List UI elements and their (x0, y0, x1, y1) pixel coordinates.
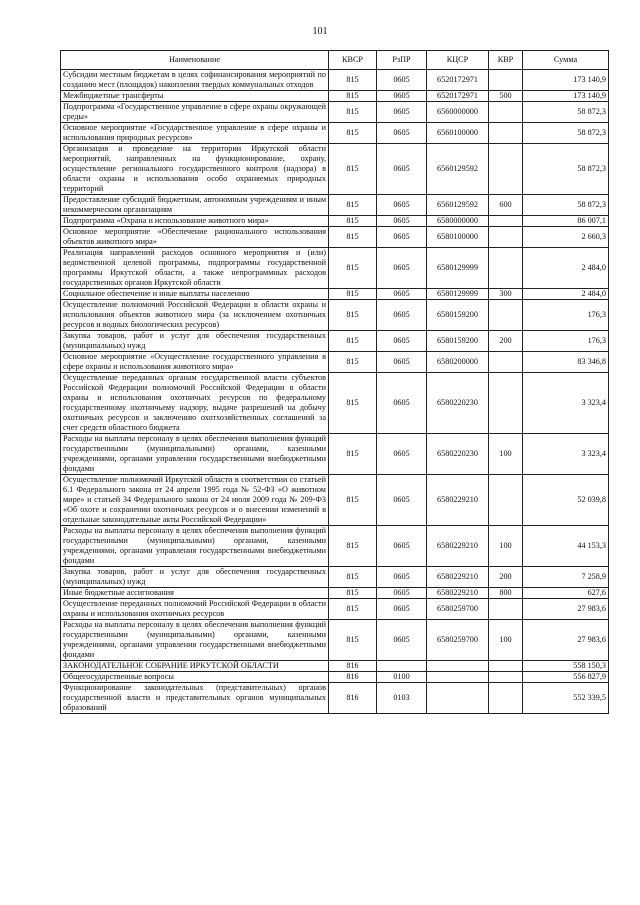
cell-kvsr: 815 (329, 70, 377, 91)
cell-kcsr: 6580220230 (427, 373, 489, 434)
cell-kvr: 500 (489, 91, 523, 102)
table-row (61, 123, 609, 144)
cell-rzpr: 0605 (377, 475, 427, 526)
cell-name: Подпрограмма «Охрана и использование животного мира» (61, 216, 329, 227)
cell-kcsr: 6580259700 (427, 620, 489, 661)
cell-kvr: 100 (489, 620, 523, 661)
cell-kcsr (427, 683, 489, 714)
table-header-row (61, 51, 609, 70)
cell-kvsr: 815 (329, 352, 377, 373)
table-row (61, 289, 609, 300)
table-row (61, 331, 609, 352)
table-row (61, 588, 609, 599)
cell-rzpr: 0605 (377, 373, 427, 434)
cell-kvsr: 815 (329, 91, 377, 102)
cell-kcsr: 6580229210 (427, 475, 489, 526)
cell-rzpr: 0605 (377, 620, 427, 661)
cell-name: Осуществление переданных органам государственной власти субъектов Российской Федерации полномочий Российской Федерации в области охраны и использования охотничьих ресурсов по федеральному государственному охотничьему надзору, выдаче разрешений на добычу охотничьих ресурсов и заключению охотхозяйственных соглашений за счет средств областного бюджета (61, 373, 329, 434)
page-number: 101 (312, 26, 328, 37)
cell-name: Основное мероприятие «Обеспечение рационального использования объектов животного мира» (61, 227, 329, 248)
cell-name: Организация и проведение на территории Иркутской области мероприятий, направленных на функционирование, охрану, осуществление регионального государственного контроля (надзора) в области охраны и использования особо охраняемых природных территорий (61, 144, 329, 195)
cell-kvr (489, 672, 523, 683)
cell-sum: 552 339,5 (523, 683, 609, 714)
cell-kvsr: 816 (329, 683, 377, 714)
cell-sum: 27 983,6 (523, 599, 609, 620)
cell-rzpr: 0605 (377, 300, 427, 331)
cell-rzpr: 0605 (377, 248, 427, 289)
cell-sum: 176,3 (523, 300, 609, 331)
cell-kvsr: 815 (329, 588, 377, 599)
cell-kcsr: 6580259700 (427, 599, 489, 620)
cell-kvr: 300 (489, 289, 523, 300)
cell-kvsr: 815 (329, 216, 377, 227)
table-row (61, 227, 609, 248)
cell-rzpr: 0605 (377, 599, 427, 620)
cell-kcsr: 6560129592 (427, 195, 489, 216)
cell-sum: 83 346,8 (523, 352, 609, 373)
cell-name: Расходы на выплаты персоналу в целях обеспечения выполнения функций государственными (муниципальными) органами, казенными учреждениями, органами управления государственными внебюджетными фондами (61, 620, 329, 661)
cell-rzpr: 0605 (377, 195, 427, 216)
cell-kvsr: 815 (329, 300, 377, 331)
cell-kvr (489, 123, 523, 144)
cell-kcsr (427, 661, 489, 672)
header-sum: Сумма (523, 51, 609, 70)
cell-kcsr: 6580159200 (427, 300, 489, 331)
cell-kvr: 800 (489, 588, 523, 599)
cell-rzpr: 0605 (377, 144, 427, 195)
cell-sum: 7 258,9 (523, 567, 609, 588)
cell-sum: 44 153,3 (523, 526, 609, 567)
cell-name: Основное мероприятие «Государственное управление в сфере охраны и использования природных ресурсов» (61, 123, 329, 144)
table-row (61, 661, 609, 672)
cell-kvsr: 815 (329, 102, 377, 123)
cell-kvr (489, 683, 523, 714)
cell-kvsr: 816 (329, 672, 377, 683)
budget-table (60, 50, 609, 714)
cell-kcsr: 6560000000 (427, 102, 489, 123)
cell-kvsr: 815 (329, 123, 377, 144)
cell-rzpr: 0605 (377, 289, 427, 300)
cell-kvsr: 815 (329, 620, 377, 661)
cell-kvr: 100 (489, 526, 523, 567)
cell-kvr: 200 (489, 331, 523, 352)
table-row (61, 352, 609, 373)
cell-name: Осуществление переданных полномочий Российской Федерации в области охраны и использования охотничьих ресурсов (61, 599, 329, 620)
cell-sum: 556 827,9 (523, 672, 609, 683)
cell-rzpr: 0605 (377, 216, 427, 227)
table-row (61, 144, 609, 195)
cell-kvsr: 816 (329, 661, 377, 672)
cell-sum: 176,3 (523, 331, 609, 352)
cell-name: Закупка товаров, работ и услуг для обеспечения государственных (муниципальных) нужд (61, 331, 329, 352)
cell-sum: 27 983,6 (523, 620, 609, 661)
cell-kcsr: 6580220230 (427, 434, 489, 475)
cell-kvsr: 815 (329, 144, 377, 195)
cell-kvr: 200 (489, 567, 523, 588)
table-row (61, 248, 609, 289)
cell-name: Межбюджетные трансферты (61, 91, 329, 102)
header-name: Наименование (61, 51, 329, 70)
cell-kcsr: 6580229210 (427, 588, 489, 599)
cell-kvr (489, 661, 523, 672)
cell-name: Осуществление полномочий Российской Федерации в области охраны и использования объектов животного мира (за исключением охотничьих ресурсов и водных биологических ресурсов) (61, 300, 329, 331)
header-kvr: КВР (489, 51, 523, 70)
cell-rzpr: 0605 (377, 123, 427, 144)
cell-kcsr: 6580000000 (427, 216, 489, 227)
cell-kvsr: 815 (329, 599, 377, 620)
cell-kcsr: 6560129592 (427, 144, 489, 195)
cell-sum: 3 323,4 (523, 373, 609, 434)
cell-name: Подпрограмма «Государственное управление в сфере охраны окружающей среды» (61, 102, 329, 123)
table-row (61, 216, 609, 227)
cell-sum: 58 872,3 (523, 144, 609, 195)
cell-kvr (489, 216, 523, 227)
cell-kvsr: 815 (329, 567, 377, 588)
cell-kvr (489, 70, 523, 91)
cell-sum: 86 007,1 (523, 216, 609, 227)
cell-rzpr: 0605 (377, 70, 427, 91)
cell-sum: 173 140,9 (523, 91, 609, 102)
cell-rzpr: 0605 (377, 102, 427, 123)
cell-kvr (489, 300, 523, 331)
cell-kcsr: 6520172971 (427, 70, 489, 91)
cell-kcsr: 6580229210 (427, 567, 489, 588)
cell-kcsr: 6580229210 (427, 526, 489, 567)
cell-kvr (489, 227, 523, 248)
cell-name: Предоставление субсидий бюджетным, автономным учреждениям и иным некоммерческим организациям (61, 195, 329, 216)
cell-kvsr: 815 (329, 373, 377, 434)
cell-rzpr: 0605 (377, 91, 427, 102)
cell-rzpr: 0605 (377, 567, 427, 588)
cell-sum: 2 484,0 (523, 289, 609, 300)
cell-kcsr (427, 672, 489, 683)
cell-kvsr: 815 (329, 331, 377, 352)
cell-sum: 3 323,4 (523, 434, 609, 475)
table-row (61, 475, 609, 526)
cell-kvsr: 815 (329, 195, 377, 216)
header-kcsr: КЦСР (427, 51, 489, 70)
cell-sum: 52 039,8 (523, 475, 609, 526)
cell-name: Субсидии местным бюджетам в целях софинансирования мероприятий по созданию мест (площадок) накопления твердых коммунальных отходов (61, 70, 329, 91)
cell-kvsr: 815 (329, 248, 377, 289)
cell-kvr (489, 475, 523, 526)
cell-kvr (489, 102, 523, 123)
table-row (61, 373, 609, 434)
cell-rzpr: 0605 (377, 352, 427, 373)
cell-kcsr: 6580159200 (427, 331, 489, 352)
cell-rzpr: 0103 (377, 683, 427, 714)
table-row (61, 672, 609, 683)
cell-rzpr: 0100 (377, 672, 427, 683)
table-row (61, 620, 609, 661)
cell-kcsr: 6520172971 (427, 91, 489, 102)
cell-rzpr: 0605 (377, 526, 427, 567)
cell-name: Реализация направлений расходов основного мероприятия и (или) ведомственной целевой программы, подпрограммы государственной программы Иркутской области, а также непрограммных расходов государственных органов Иркутской области (61, 248, 329, 289)
table-row (61, 599, 609, 620)
cell-rzpr: 0605 (377, 331, 427, 352)
cell-kcsr: 6580129999 (427, 248, 489, 289)
cell-kvr (489, 352, 523, 373)
cell-kvsr: 815 (329, 289, 377, 300)
cell-name: ЗАКОНОДАТЕЛЬНОЕ СОБРАНИЕ ИРКУТСКОЙ ОБЛАСТИ (61, 661, 329, 672)
cell-name: Расходы на выплаты персоналу в целях обеспечения выполнения функций государственными (муниципальными) органами, казенными учреждениями, органами управления государственными внебюджетными фондами (61, 434, 329, 475)
cell-rzpr (377, 661, 427, 672)
cell-kcsr: 6580100000 (427, 227, 489, 248)
cell-sum: 58 872,3 (523, 195, 609, 216)
cell-rzpr: 0605 (377, 227, 427, 248)
cell-sum: 2 484,0 (523, 248, 609, 289)
table-row (61, 70, 609, 91)
cell-name: Осуществление полномочий Иркутской области в соответствии со статьей 6.1 Федерального закона от 24 апреля 1995 года № 52-ФЗ «О животном мире» и статьей 34 Федерального закона от 24 июля 2009 года № 209-ФЗ «Об охоте и сохранении охотничьих ресурсов и о внесении изменений в отдельные законодательные акты Российской Федерации» (61, 475, 329, 526)
cell-sum: 58 872,3 (523, 102, 609, 123)
cell-kvr: 100 (489, 434, 523, 475)
table-row (61, 434, 609, 475)
table-row (61, 102, 609, 123)
cell-sum: 627,6 (523, 588, 609, 599)
cell-rzpr: 0605 (377, 434, 427, 475)
cell-kcsr: 6580200000 (427, 352, 489, 373)
cell-name: Расходы на выплаты персоналу в целях обеспечения выполнения функций государственными (муниципальными) органами, казенными учреждениями, органами управления государственными внебюджетными фондами (61, 526, 329, 567)
cell-rzpr: 0605 (377, 588, 427, 599)
cell-name: Общегосударственные вопросы (61, 672, 329, 683)
cell-name: Основное мероприятие «Осуществление государственного управления в сфере охраны и использования животного мира» (61, 352, 329, 373)
table-row (61, 683, 609, 714)
cell-sum: 558 150,3 (523, 661, 609, 672)
cell-kcsr: 6560100000 (427, 123, 489, 144)
cell-name: Функционирование законодательных (представительных) органов государственной власти и представительных органов муниципальных образований (61, 683, 329, 714)
cell-kcsr: 6580129999 (427, 289, 489, 300)
header-kvsr: КВСР (329, 51, 377, 70)
cell-name: Закупка товаров, работ и услуг для обеспечения государственных (муниципальных) нужд (61, 567, 329, 588)
cell-kvsr: 815 (329, 475, 377, 526)
header-rzpr: РзПР (377, 51, 427, 70)
cell-kvr (489, 144, 523, 195)
cell-kvsr: 815 (329, 526, 377, 567)
cell-kvr: 600 (489, 195, 523, 216)
cell-kvsr: 815 (329, 434, 377, 475)
table-row (61, 567, 609, 588)
table-row (61, 300, 609, 331)
cell-kvr (489, 373, 523, 434)
cell-sum: 173 140,9 (523, 70, 609, 91)
cell-name: Иные бюджетные ассигнования (61, 588, 329, 599)
cell-sum: 58 872,3 (523, 123, 609, 144)
table-row (61, 526, 609, 567)
cell-kvr (489, 599, 523, 620)
cell-sum: 2 660,3 (523, 227, 609, 248)
table-row (61, 195, 609, 216)
cell-kvr (489, 248, 523, 289)
cell-kvsr: 815 (329, 227, 377, 248)
table-row (61, 91, 609, 102)
cell-name: Социальное обеспечение и иные выплаты населению (61, 289, 329, 300)
